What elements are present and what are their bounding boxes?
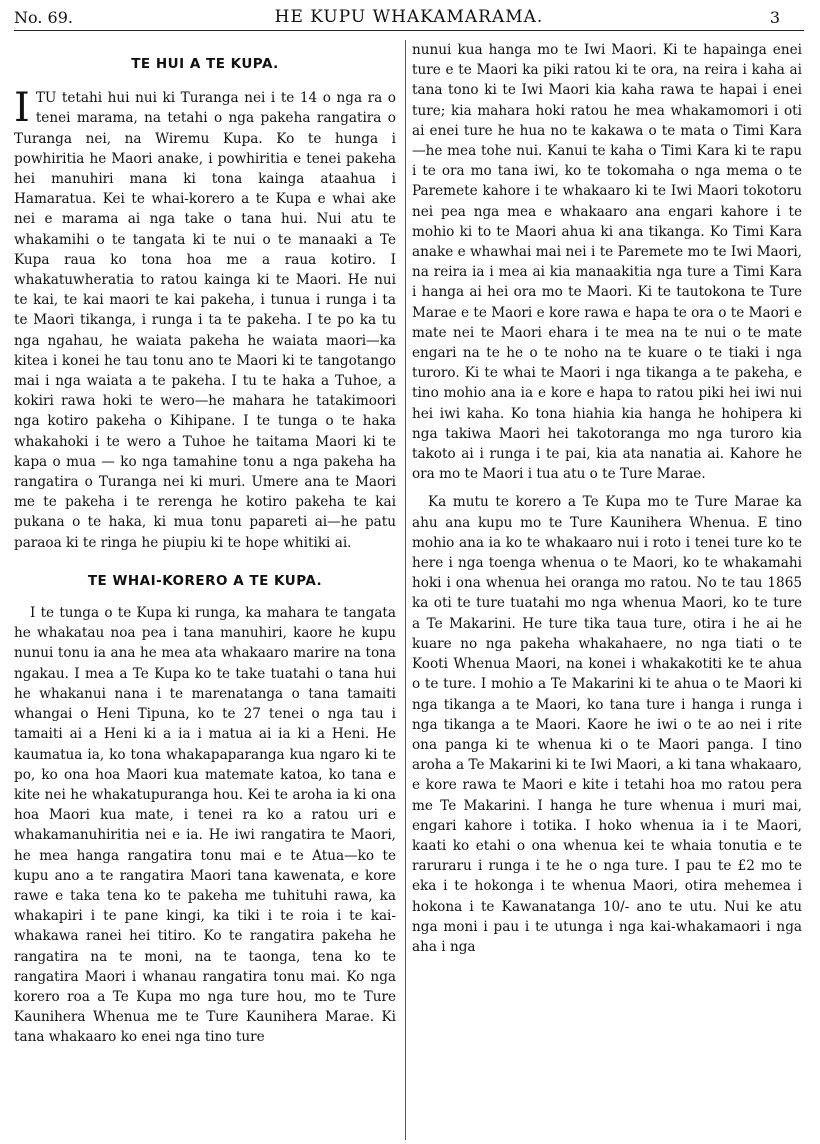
right-column <box>412 40 802 957</box>
article-paragraph: I te tunga o te Kupa ki runga, ka mahara te tangata he whakatau noa pea i tana manuhiri, kaore he kupu nunui tonu ia ana he mea ata whakaaro marire na tona ngakau. I mea a Te Kupa ko te take tuatahi o tana hui he whakanui nana i te marenatanga o tana tamaiti whangai o Heni Tipuna, ko te 27 tenei o nga tau i tamaiti ai a Heni ki a ia i matua ai ia ki a Heni. He kaumatua ia, ko tona whakapaparanga kua ngaro ki te po, ko ona hoa Maori kua matemate katoa, ko tana e kite nei he whakatupuranga hou. Kei te aroha ia ki ona hoa Maori kua mate, i tenei ra ko a ratou uri e whakamanuhiritia nei e ia. He iwi rangatira te Maori, he mea hanga rangatira tonu mai e te Atua—ko te kupu ano a te rangatira Maori tana kawenata, e kore rawe e taka tena ko te pakeha me tuhituhi rawa, ka whakapiri i te pane kingi, ka tiki i te roia i te kai-whakawa ranei hei titiro. Ko te rangatira pakeha he rangatira na te moni, na te taonga, tena ko te rangatira Maori i whanau rangatira tonu mai. Ko nga korero roa a Te Kupa mo nga ture hou, mo te Ture Kaunihera Whenua me te Ture Kaunihera Marae. Ki tana whakaaro ko enei nga tino ture <box>14 605 396 1046</box>
issue-number: No. 69. <box>14 8 73 27</box>
page-header <box>14 4 804 31</box>
publication-title: HE KUPU WHAKAMARAMA. <box>274 7 544 27</box>
article-paragraph: Ka mutu te korero a Te Kupa mo te Ture Marae ka ahu ana kupu mo te Ture Kaunihera Whenua. E tino mohio ana ia ko te whakaaro nui i roto i tenei ture ko te here i nga toenga whenua o te Maori, ko te whakamahi hoki i ona whenua hei oranga mo ratou. No te tau 1865 ka oti te ture tuatahi mo nga whenua Maori, ko te ture a Te Makarini. He ture tika taua ture, otira i he ai he kuare no nga pakeha whakahaere, no nga tiati o te Kooti Whenua Maori, na konei i whakakotiti ke te ahua o te ture. I mohio a Te Makarini ki te ahua o te Maori ki nga tikanga a te Maori, ko tana ture i hanga i runga i nga tikanga a te Maori. Kaore he iwi o te ao nei i rite ona panga ki te whenua ki o te Maori panga. I tino aroha a Te Makarini ki te Iwi Maori, a ki tana whakaaro, e kore rawa te Maori e kite i tetahi hoa mo ratou pera me Te Makarini. I hanga he ture whenua i muri mai, engari kahore i totika. I hoko whenua ia i te Maori, kaati ko etahi o ona whenua kei te whaia tonutia e te raruraru i runga i te he o nga ture. I pau te £2 mo te eka i te hokonga i te whenua Maori, otira mehemea i hokona i te Kawanatanga 10/- ano te utu. Nui ke atu nga moni i pau i te utunga i nga kai-whakamaori i nga aha i nga <box>412 494 802 955</box>
article-heading: TE HUI A TE KUPA. <box>131 56 279 72</box>
paragraph-text: TU tetahi hui nui ki Turanga nei i te 14 o nga ra o tenei marama, na tetahi o nga pakeha rangatira o Turanga nei, na Wiremu Kupa. Ko te hunga i powhiritia he Maori anake, i powhiritia e tenei pakeha hei manuhiri mana ki tona kainga ataahua i Hamaratua. Kei te whai-korero a te Kupa e whai ake nei e marama ai nga take o tana hui. Nui atu te whakamihi o te tangata ki te nui o te manaaki a Te Kupa raua ko tona hoa me a raua kotiro. I whakatuwheratia to ratou kainga ki te Maori. He nui te kai, te kai maori te kai pakeha, i tunua i runga i ta te Maori tikanga, i runga i ta te pakeha. I te po ka tu nga ngahau, he waiata pakeha he waiata maori—ka kitea i konei he tau tonu ano te Maori ki te tangotango mai i nga waiata a te pakeha. I tu te haka a Tuhoe, a kokiri rawa hoki te wero—he mahara he tatakimoori nga kotiro pakeha o Kihipane. I te tunga o te haka whakahoki i te wero a Tuhoe he taitama Maori ki te kapa o mua — ko nga tamahine tonu a nga pakeha ha rangatira o Turanga nei ki muri. Umere ana te Maori me te pakeha i te rerenga he kotiro pakeha te kai pukana o te haka, ki mua tonu papareti ai—he patu paraoa ki te ringa he piupiu ki te hope whitiki ai. <box>14 90 396 551</box>
page-number: 3 <box>769 8 780 27</box>
article-paragraph: nunui kua hanga mo te Iwi Maori. Ki te hapainga enei ture e te Maori ka piki ratou ki te ora, na reira i kaha ai tana tono ki te Iwi Maori kia kaha rawa te hapai i enei ture; kia mahara hoki ratou he mea whakamomori i oti ai enei ture he hua no te kakawa o te mata o Timi Kara—he mea tohe nui. Kanui te kaha o Timi Kara ki te rapu i te ora mo tana iwi, ko te tokomaha o nga mema o te Paremete kahore i te whakaaro ki te Iwi Maori tokotoru nei pea nga mea e whakaaro ana engari kahore i te mohio ki to te Maori ahua ki ana tikanga. Ko Timi Kara anake e whawhai mai nei i te Paremete mo te Iwi Maori, na reira ia i mea ai kia manaakitia nga ture a Timi Kara i hanga ai hei ora mo te Maori. Ki te tautokona te Ture Marae e te Maori e kore rawa e hapa te ora o te Maori e mate nei te Maori ehara i te mea na te nui o te mate engari na te he o te noho na te kuare o te tiaki i nga turoro. Ki te whai te Maori i nga tikanga a te pakeha, e tino mohio ana ia e kore e hapa to ratou piki hei iwi nui hei iwi kaha. Ko tona hiahia kia hanga he hohipera ki nga takiwa Maori hei takotoranga mo nga turoro kia takoto ai i runga i te pai, kia ata nanatia ai. Kahore he ora mo te Maori i tua atu o te Ture Marae. <box>412 42 802 483</box>
left-column <box>14 40 396 1048</box>
drop-cap: I <box>14 85 30 132</box>
column-divider <box>405 40 406 1140</box>
section-heading: TE WHAI-KORERO A TE KUPA. <box>87 572 323 589</box>
article-paragraph <box>14 85 396 553</box>
